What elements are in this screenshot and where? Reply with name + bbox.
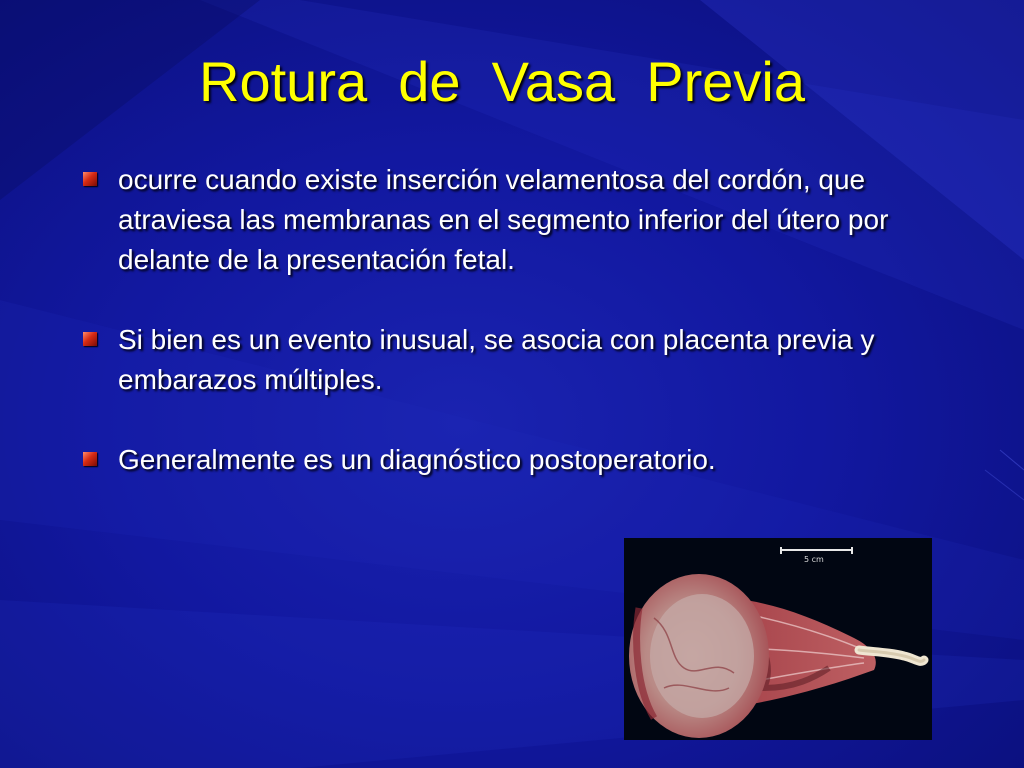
placenta-specimen-illustration [624, 538, 932, 740]
bullet-text: ocurre cuando existe inserción velamentosa del cordón, que atraviesa las membranas en el segmento inferior del útero por delante de la presentación fetal. [118, 164, 889, 275]
square-bullet-icon [83, 452, 97, 466]
square-bullet-icon [83, 332, 97, 346]
bullet-item [80, 440, 960, 480]
slide-title: Rotura de Vasa Previa [199, 50, 805, 113]
scale-line [780, 549, 852, 551]
square-bullet-icon [83, 172, 97, 186]
scale-label: 5 cm [804, 555, 824, 564]
scale-bar [780, 547, 854, 569]
placenta-specimen-photo [624, 538, 932, 740]
bullet-list [80, 160, 960, 480]
bullet-item [80, 160, 960, 280]
bullet-text: Si bien es un evento inusual, se asocia con placenta previa y embarazos múltiples. [118, 324, 875, 395]
scale-tick [780, 547, 782, 554]
bullet-text: Generalmente es un diagnóstico postoperatorio. [118, 444, 716, 475]
bullet-item [80, 320, 960, 400]
scale-tick [851, 547, 853, 554]
